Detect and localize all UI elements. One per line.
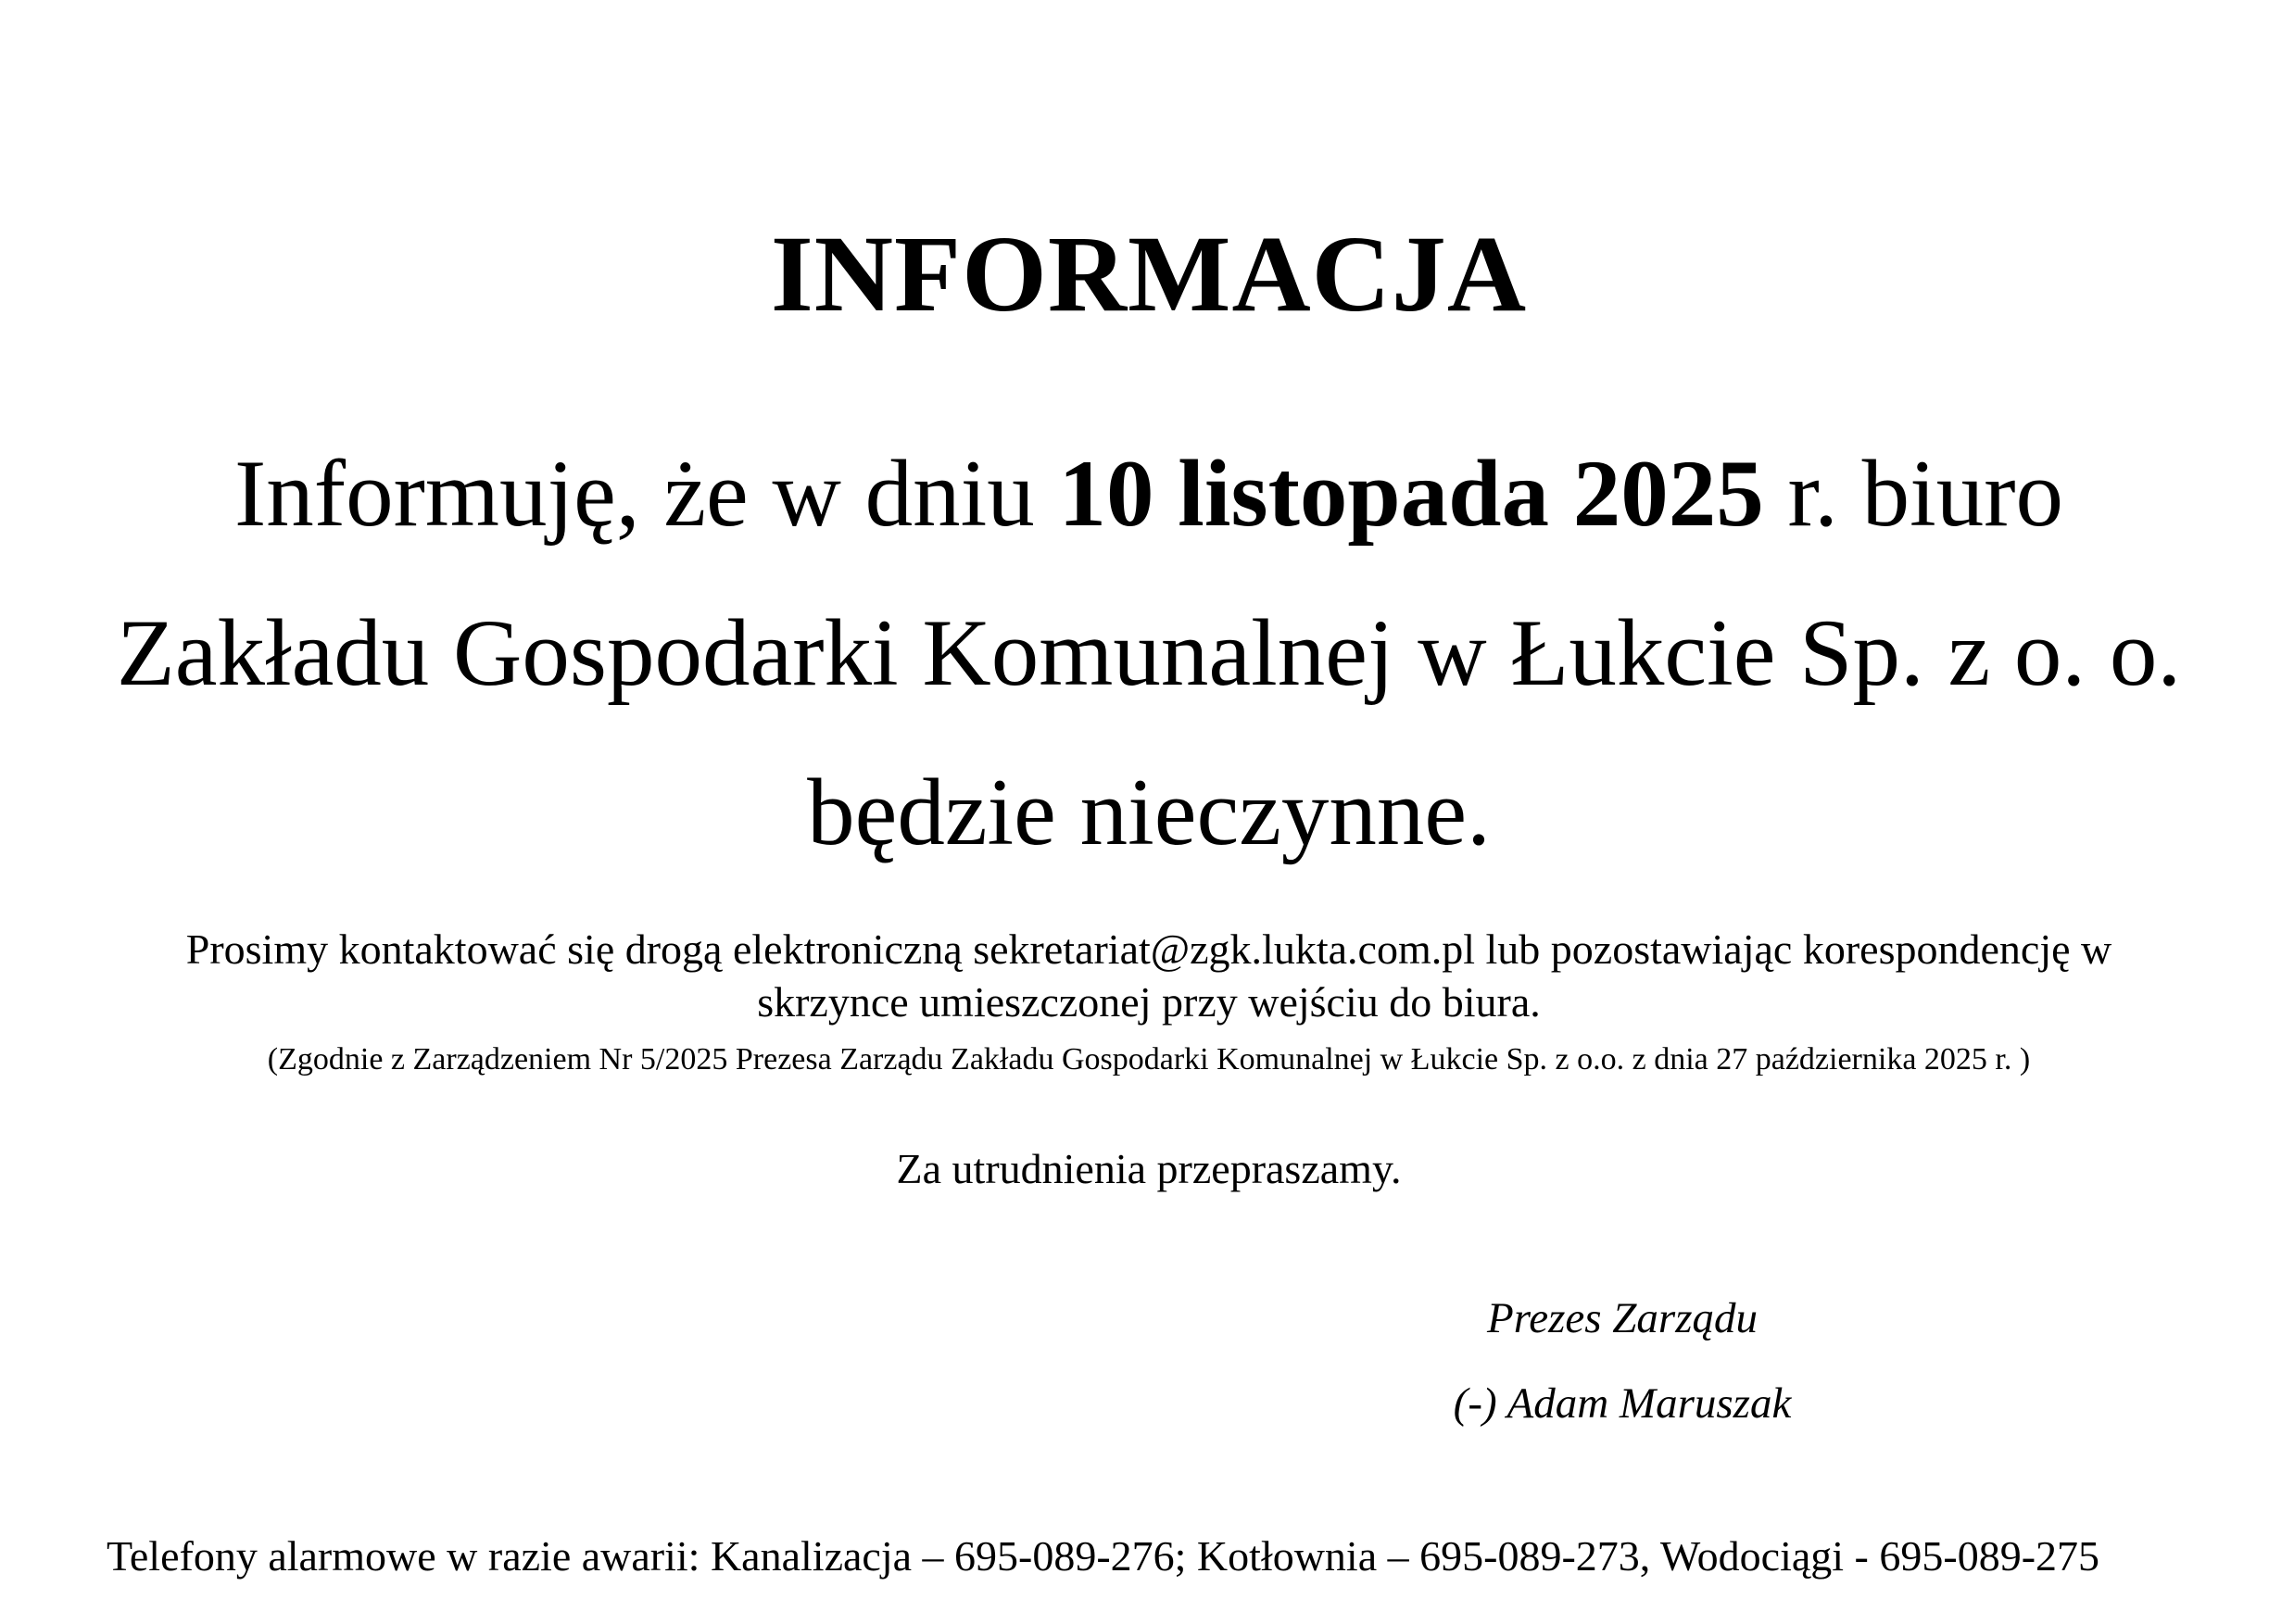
notice-line-1-post: r. biuro — [1763, 441, 2064, 547]
contact-line-1 — [29, 923, 2269, 976]
notice-line-1-pre: Informuję, że w dniu — [233, 441, 1059, 547]
contact-paragraph — [29, 923, 2269, 1028]
notice-line-2: Zakładu Gospodarki Komunalnej w Łukcie Sp. z o. o. — [116, 600, 2182, 706]
signature-name: (-) Adam Maruszak — [1453, 1379, 1792, 1428]
apology-line: Za utrudnienia przepraszamy. — [896, 1145, 1402, 1192]
email-address: sekretariat@zgk.lukta.com.pl — [973, 925, 1476, 973]
signature-role: Prezes Zarządu — [1486, 1294, 1758, 1342]
notice-line-1 — [29, 414, 2269, 573]
notice-body — [29, 414, 2269, 892]
contact-line-1-pre: Prosimy kontaktować się drogą elektroniczną — [185, 925, 974, 973]
notice-line-3: będzie nieczynne. — [807, 760, 1491, 865]
emergency-phones-line: Telefony alarmowe w razie awarii: Kanalizacja – 695-089-276; Kotłownia – 695-089-273, Wodociągi - 695-089-275 — [107, 1532, 2100, 1580]
contact-line-1-post: lub pozostawiając korespondencję w — [1475, 925, 2112, 973]
page-title: INFORMACJA — [770, 213, 1528, 334]
closed-date: 10 listopada 2025 — [1058, 441, 1764, 547]
contact-line-2: skrzynce umieszczonej przy wejściu do biura. — [757, 978, 1541, 1026]
legal-note: (Zgodnie z Zarządzeniem Nr 5/2025 Prezesa Zarządu Zakładu Gospodarki Komunalnej w Łukcie Sp. z o.o. z dnia 27 października 2025 r. ) — [267, 1042, 2031, 1076]
